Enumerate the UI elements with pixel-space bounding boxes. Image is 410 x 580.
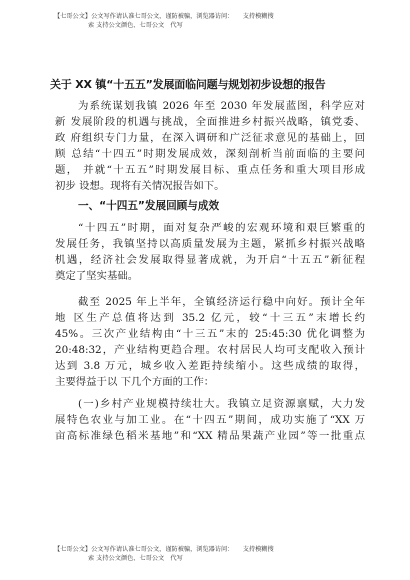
banner-line: 【七哥公文】公文写作请认准七哥公文，谨防被骗，浏览器访问： 支持模糊搜 (54, 13, 274, 20)
banner-line: 【七哥公文】公文写作请认准七哥公文，谨防被骗，浏览器访问： 支持模糊搜 (54, 546, 274, 553)
para3-line: 达到 3.8 万元，城乡收入差距持续缩小。这些成绩的取得， (55, 360, 365, 372)
para2-line: “十四五”时期，面对复杂严峻的宏观环境和艰巨繁重的 (78, 222, 365, 234)
para4-line: (一)乡村产业规模持续壮大。我镇立足资源禀赋，大力发 (78, 398, 365, 410)
para3-line: 截至 2025 年上半年，全镇经济运行稳中向好。预计全年 (78, 296, 365, 308)
para1-line: 初步 设想。现将有关情况报告如下。 (55, 180, 225, 192)
section-heading: 一、“十四五”发展回顾与成效 (78, 200, 220, 212)
para2-line: 奠定了坚实基础。 (55, 270, 139, 282)
para1-line: 顾 总结“十四五”时期发展成效，深刻剖析当前面临的主要问 (55, 148, 365, 160)
para1-line: 题， 并就“十五五”时期发展目标、重点任务和重大项目形成 (55, 164, 365, 176)
para3-line: 45%。三次产业结构由“十三五”末的 25:45:30 优化调整为 (55, 328, 365, 340)
para4-line: 展特色农业与加工业。在“十四五”期间，成功实施了“XX 万 (55, 414, 365, 426)
para2-line: 机遇，经济社会发展取得显著成就，为开启“十五五”新征程 (55, 254, 365, 266)
para2-line: 发展任务，我镇坚持以高质量发展为主题，紧抓乡村振兴战略 (55, 238, 365, 250)
para4-line: 亩高标准绿色稻米基地”和“XX 精品果蔬产业园”等一批重点 (55, 430, 365, 442)
banner-line: 索 支持公文颜色、七哥公文 代写 (88, 555, 183, 562)
watermark-banner-top (54, 12, 354, 30)
para3-line: 主要得益于以 下几个方面的工作： (55, 376, 215, 388)
document-title: 关于 XX 镇“十五五”发展面临问题与规划初步设想的报告 (50, 78, 326, 91)
para3-line: 地 区生产总值将达到 35.2 亿元，较“十三五”末增长约 (55, 312, 365, 324)
banner-line: 索 支持公文颜色、七哥公文 代写 (88, 22, 183, 29)
para1-line: 新 发展阶段的机遇与挑战，全面推进乡村振兴战略，镇党委、 (55, 116, 365, 128)
para1-line: 为系统谋划我镇 2026 年至 2030 年发展蓝图，科学应对 (78, 100, 365, 112)
para1-line: 政 府组织专门力量，在深入调研和广泛征求意见的基础上，回 (55, 132, 365, 144)
watermark-banner-bottom (54, 545, 354, 563)
para3-line: 20:48:32，产业结构更趋合理。农村居民人均可支配收入预计 (55, 344, 365, 356)
